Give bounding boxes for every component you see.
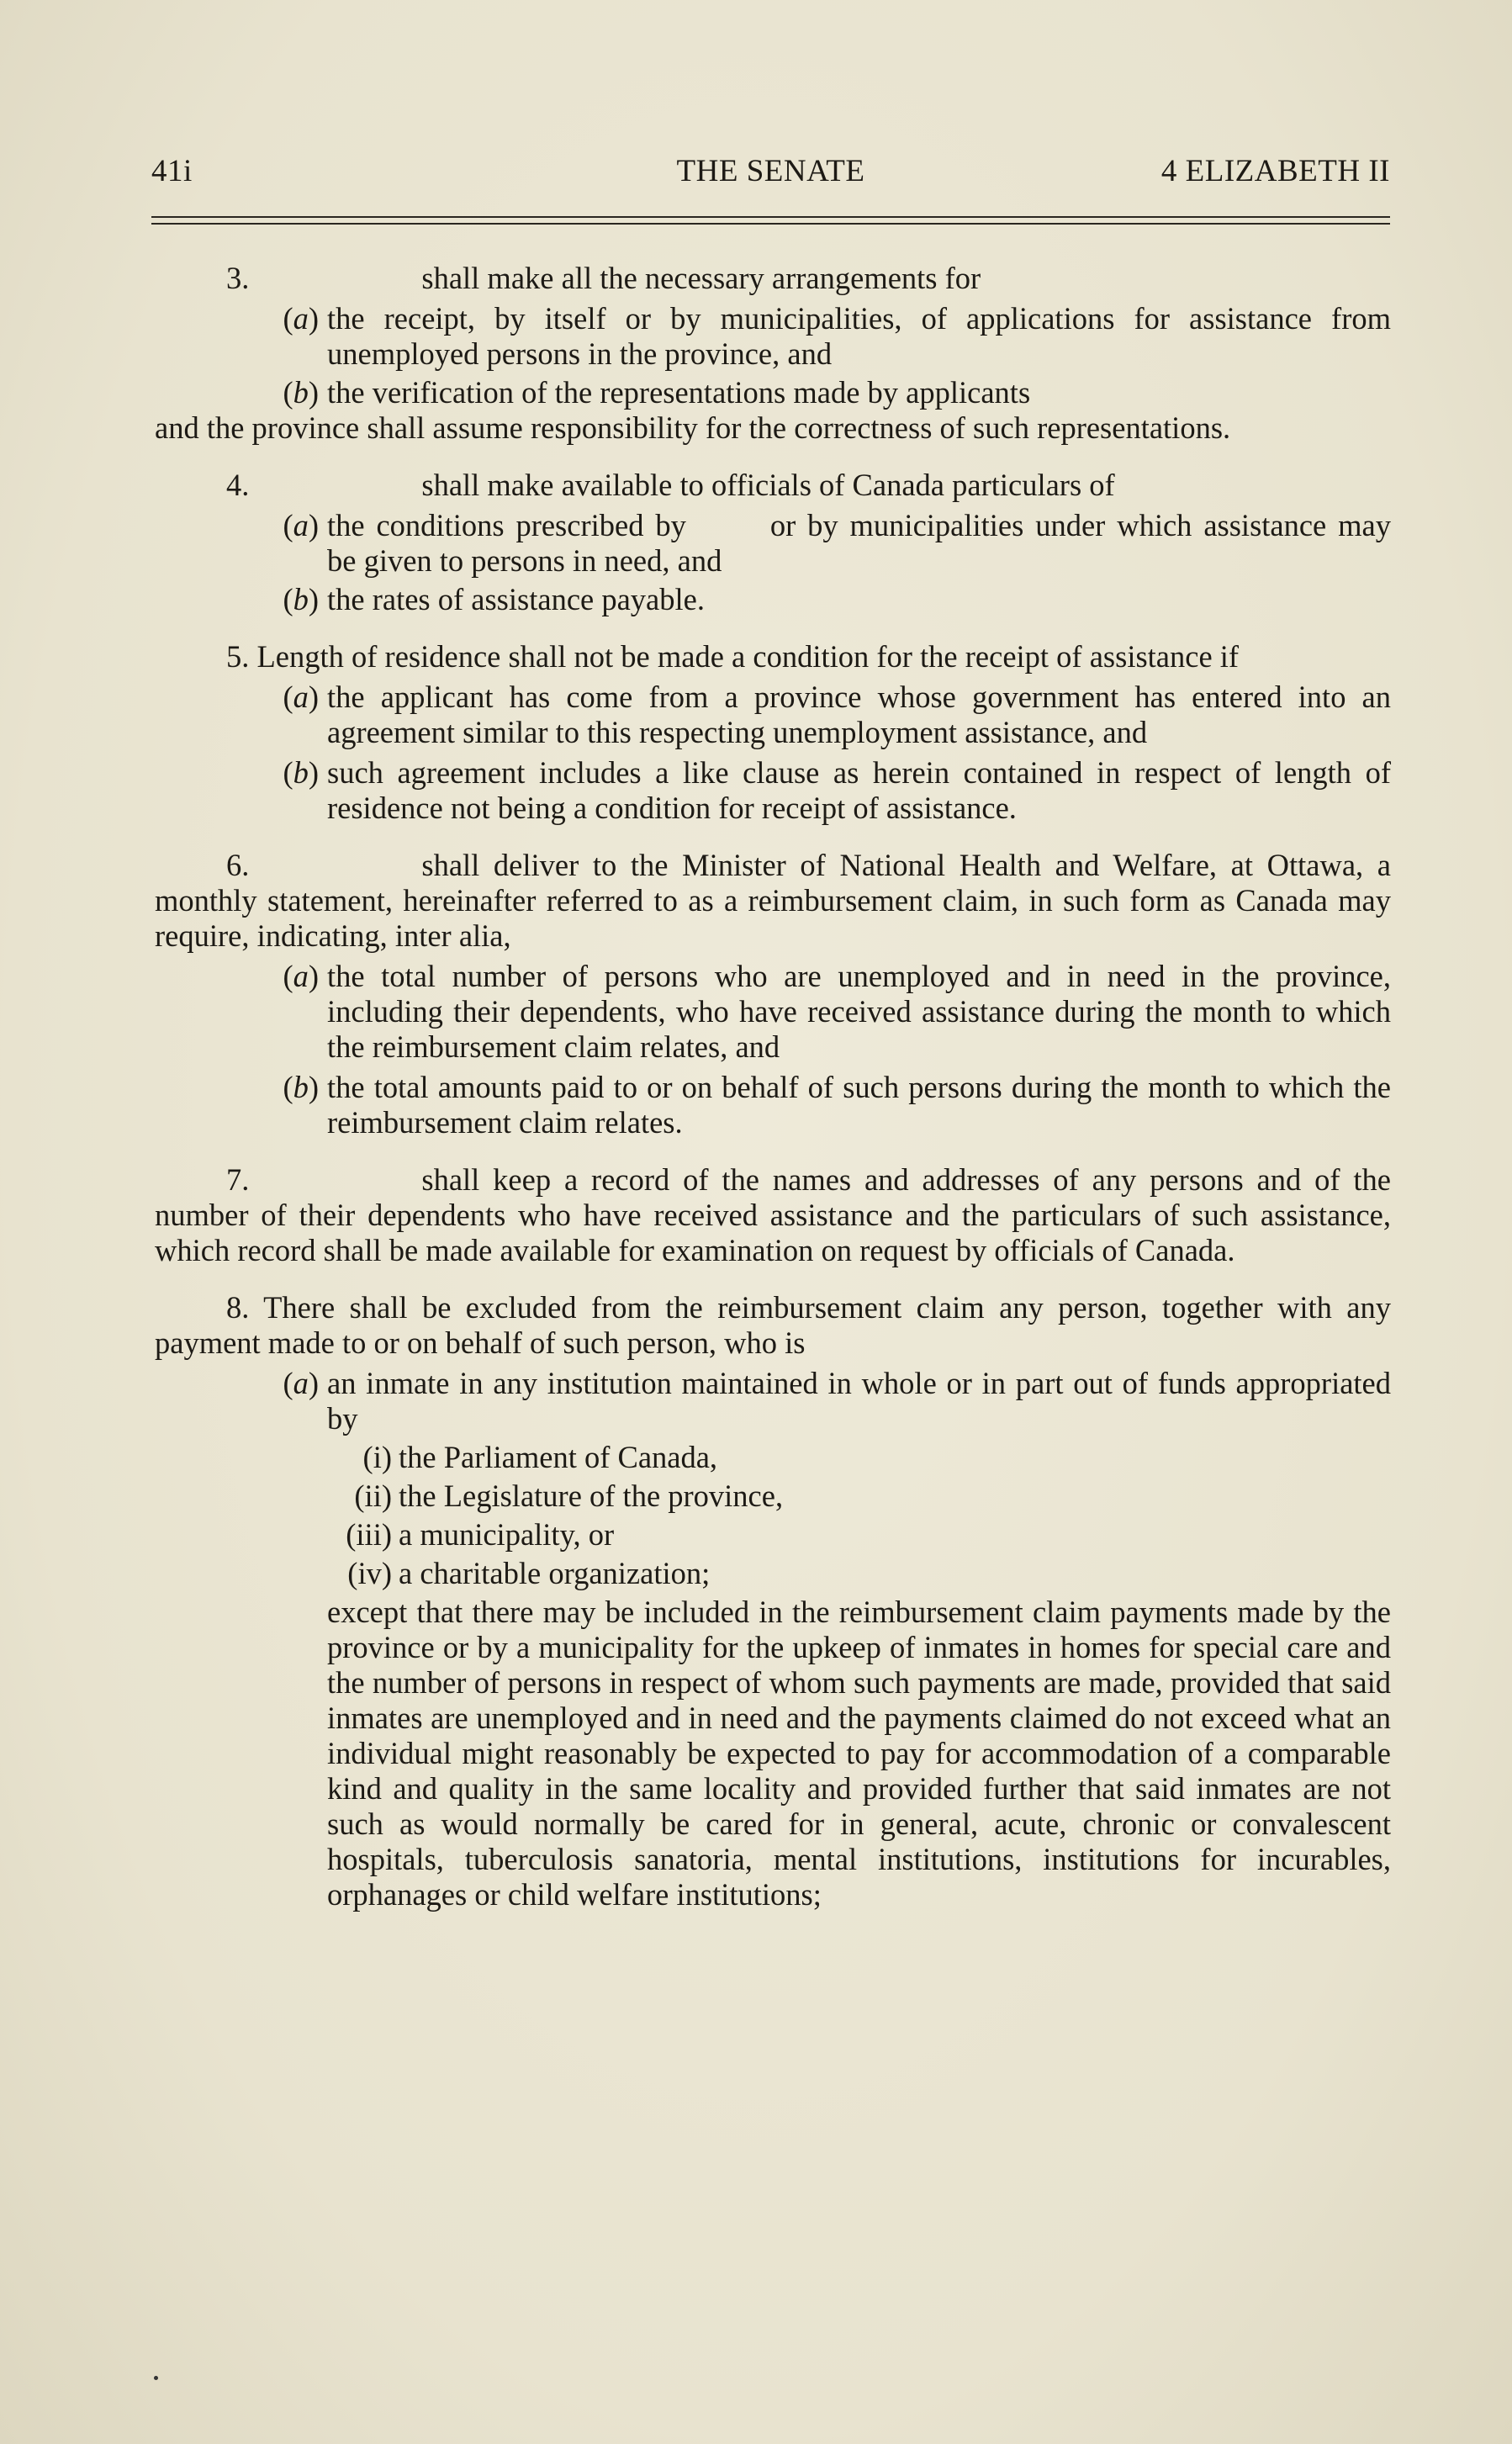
item-label: (a) [283, 301, 319, 336]
section-5-lead: 5. Length of residence shall not be made a condition for the receipt of assistance if [226, 639, 1240, 674]
section-8-subitem-iii [346, 1517, 1391, 1553]
section-8-lead: 8. There shall be excluded from the reimbursement claim any person, together with any payment made to or on behalf of such person, who is [155, 1290, 1391, 1360]
item-label: (a) [283, 959, 319, 993]
item-label: (b) [283, 375, 319, 410]
section-8 [155, 1290, 1391, 1912]
subitem-text: a charitable organization; [399, 1556, 711, 1590]
section-6 [155, 848, 1391, 1140]
page-title: THE SENATE [676, 154, 865, 188]
item-text: the rates of assistance payable. [327, 582, 705, 616]
subitem-label: (i) [362, 1440, 392, 1474]
page-header [151, 153, 1390, 195]
section-8-item-a [283, 1366, 1391, 1436]
subitem-text: the Legislature of the province, [399, 1479, 784, 1513]
section-3-number: 3. [226, 261, 250, 295]
section-3-item-a [283, 301, 1391, 372]
section-5 [155, 639, 1391, 826]
subitem-label: (ii) [354, 1479, 392, 1513]
section-3-item-b [283, 375, 1391, 410]
section-3-text: shall make all the necessary arrangements for [421, 261, 981, 295]
item-text: the total number of persons who are unemployed and in need in the province, including their dependents, who have received assistance during the month to which the reimbursement claim relates, and [327, 959, 1391, 1064]
header-rule-top [151, 216, 1390, 218]
section-7-text: shall keep a record of the names and addresses of any persons and of the number of their dependents who have received assistance and the particulars of such assistance, which record shall be made available for examination on request by officials of Canada. [155, 1162, 1391, 1267]
section-4-text: shall make available to officials of Canada particulars of [421, 468, 1115, 502]
item-text-part-1: the conditions prescribed by [327, 508, 686, 542]
section-7-lead [155, 1162, 1391, 1268]
item-text: the applicant has come from a province whose government has entered into an agreement similar to this respecting unemployment assistance, and [327, 680, 1391, 749]
page-number: 41i [151, 154, 193, 188]
item-label: (b) [283, 1070, 319, 1104]
section-6-number: 6. [226, 848, 250, 882]
item-label: (b) [283, 755, 319, 790]
document-body [155, 261, 1391, 1912]
section-4-item-a [283, 508, 1391, 579]
section-6-text: shall deliver to the Minister of National Health and Welfare, at Ottawa, a monthly statement, hereinafter referred to as a reimbursement claim, in such form as Canada may require, indicating, inter alia, [155, 848, 1391, 953]
speck-mark [154, 2376, 158, 2380]
section-8-subitem-i [362, 1440, 1391, 1475]
section-6-item-a [283, 959, 1391, 1065]
section-3-tail: and the province shall assume responsibility for the correctness of such representations. [155, 410, 1231, 445]
section-3-lead [155, 261, 1391, 296]
subitem-text: a municipality, or [399, 1517, 615, 1552]
item-text: an inmate in any institution maintained in whole or in part out of funds appropriated by [327, 1366, 1391, 1436]
section-5-item-a [283, 680, 1391, 750]
item-label: (a) [283, 680, 319, 714]
section-4-number: 4. [226, 468, 250, 502]
subitem-label: (iii) [346, 1517, 392, 1552]
section-8-except: except that there may be included in the reimbursement claim payments made by the province or by a municipality for the upkeep of inmates in homes for special care and the number of persons in respect of whom such payments are made, provided that said inmates are unemployed and in need and the payments claimed do not exceed what an individual might reasonably be expected to pay for accommodation of a comparable kind and quality in the same locality and provided further that said inmates are not such as would normally be cared for in general, acute, chronic or convalescent hospitals, tuberculosis sanatoria, mental institutions, institutions for incurables, orphanages or child welfare institutions; [327, 1595, 1391, 1912]
item-label: (a) [283, 1366, 319, 1400]
subitem-text: the Parliament of Canada, [399, 1440, 718, 1474]
subitem-label: (iv) [347, 1556, 392, 1590]
section-5-item-b [283, 755, 1391, 826]
header-rule-bottom [151, 223, 1390, 225]
section-6-item-b [283, 1070, 1391, 1140]
item-text: such agreement includes a like clause as herein contained in respect of length of residence not being a condition for receipt of assistance. [327, 755, 1391, 825]
item-text-part-2: or by municipalities under which assistance may be given to persons in need, and [327, 508, 1391, 578]
item-text: the receipt, by itself or by municipalities, of applications for assistance from unemployed persons in the province, and [327, 301, 1391, 371]
section-4 [155, 468, 1391, 617]
section-4-item-b [283, 582, 1391, 617]
item-text: the verification of the representations made by applicants [327, 375, 1031, 410]
section-8-subitem-ii [354, 1479, 1391, 1514]
item-label: (a) [283, 508, 319, 542]
section-7-number: 7. [226, 1162, 250, 1197]
session-label: 4 ELIZABETH II [1160, 154, 1390, 188]
section-3 [155, 261, 1391, 446]
section-6-lead [155, 848, 1391, 954]
item-label: (b) [283, 582, 319, 616]
section-8-subitem-iv [347, 1556, 1391, 1591]
section-7 [155, 1162, 1391, 1268]
section-4-lead [155, 468, 1391, 503]
item-text: the total amounts paid to or on behalf of such persons during the month to which the reimbursement claim relates. [327, 1070, 1391, 1140]
